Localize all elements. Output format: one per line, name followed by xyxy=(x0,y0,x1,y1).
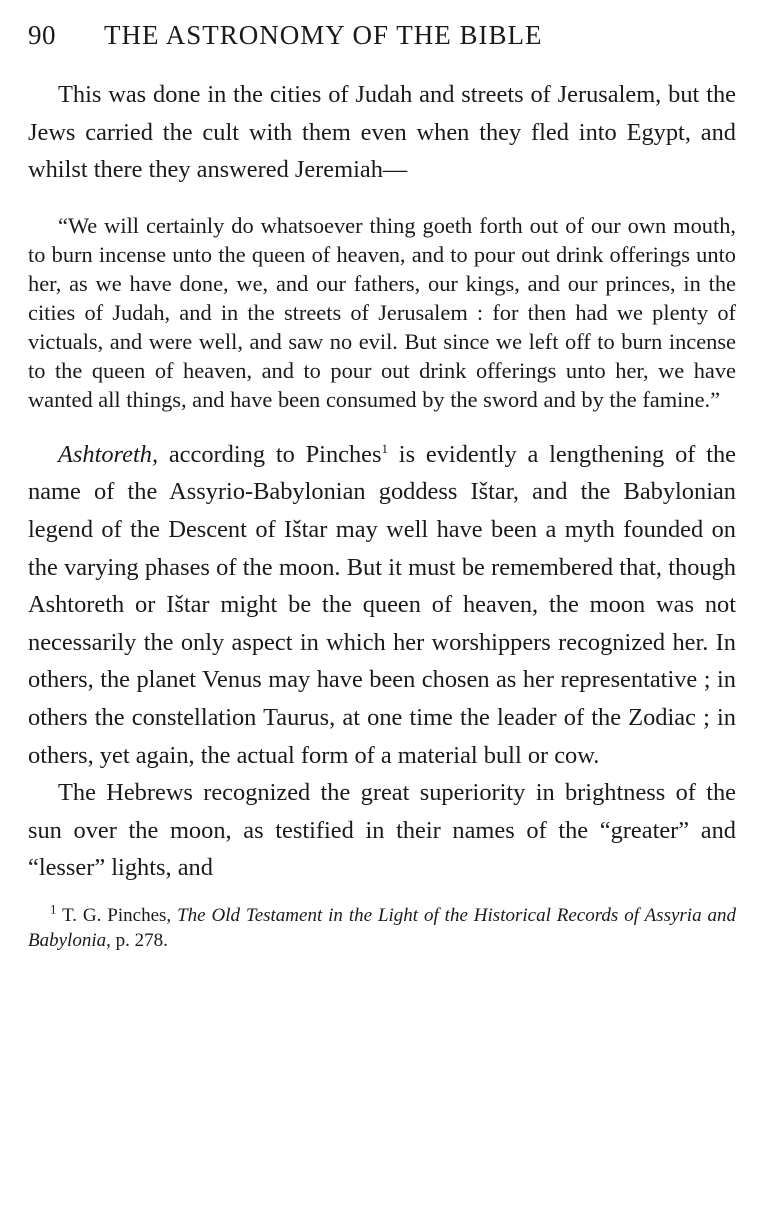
footnote-marker: 1 xyxy=(50,901,57,917)
paragraph-hebrews-lights: The Hebrews recognized the great superiority in brightness of the sun over the moon, as testified in their names of the “greater” and “lesser” lights, and xyxy=(28,779,736,882)
footnote xyxy=(28,903,736,953)
paragraph-ashtoreth xyxy=(28,436,736,774)
block-quote-jeremiah: “We will certainly do whatsoever thing goeth forth out of our own mouth, to burn incense unto the queen of heaven, and to pour out drink offerings unto her, as we have done, we, and our fathers, our kings, and our princes, in the cities of Judah, and in the streets of Jerusalem : for then had we plenty of victuals, and were well, and saw no evil. But since we left off to burn incense to the queen of heaven, and to pour out drink offerings unto her, we have wanted all things, and have been consumed by the sword and by the famine.” xyxy=(28,212,736,412)
page-number: 90 xyxy=(28,20,56,50)
running-header xyxy=(28,14,736,56)
book-page xyxy=(28,14,736,953)
ashtoreth-text-b: is evidently a lengthening of the name of the Assyrio-Babylonian goddess Ištar, and the Babylonian legend of the Descent of Ištar may well have been a myth founded on the varying phases of the moon. But it must be remembered that, though Ashtoreth or Ištar might be the queen of heaven, the moon was not necessarily the only aspect in which her worshippers recognized her. In others, the planet Venus may have been chosen as her representative ; in others the constellation Taurus, at one time the leader of the Zodiac ; in others, yet again, the actual form of a material bull or cow. xyxy=(28,440,736,769)
paragraph-jeremiah-intro: This was done in the cities of Judah and streets of Jerusalem, but the Jews carried the cult with them even when they fled into Egypt, and whilst there they answered Jeremiah— xyxy=(28,81,736,184)
footnote-author: T. G. Pinches, xyxy=(56,904,178,926)
footnote-reference: 1 xyxy=(381,440,388,456)
ashtoreth-italic: Ashtoreth, xyxy=(58,440,159,468)
ashtoreth-text-a: according to Pinches xyxy=(158,440,382,468)
footnote-book-title: The Old Testament in the Light of the Historical Records of Assyria and Babylonia xyxy=(28,904,736,951)
footnote-page: , p. 278. xyxy=(106,929,168,951)
running-title: THE ASTRONOMY OF THE BIBLE xyxy=(104,20,543,50)
